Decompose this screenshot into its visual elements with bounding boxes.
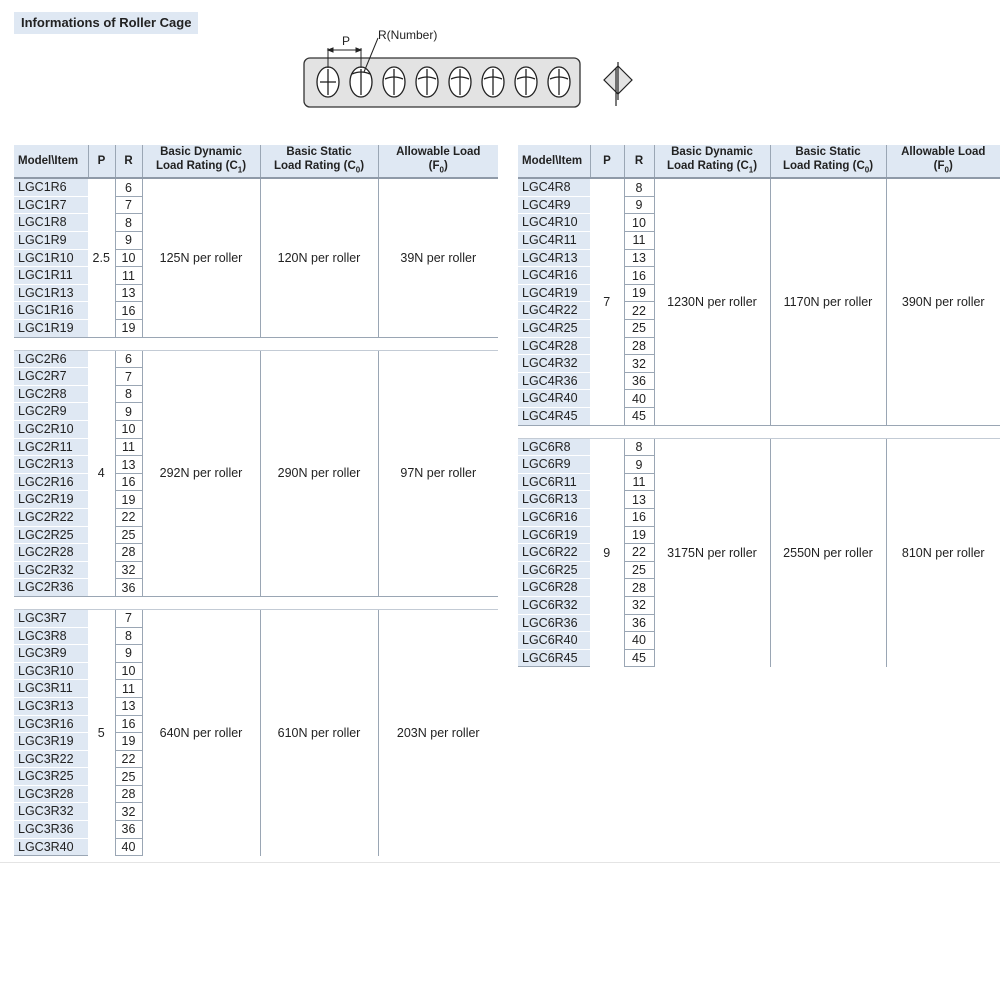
roller-count-cell: 10 <box>115 249 142 267</box>
model-cell: LGC6R9 <box>518 456 590 474</box>
model-cell: LGC1R11 <box>14 267 88 285</box>
roller-count-cell: 36 <box>624 614 654 632</box>
roller-count-cell: 11 <box>624 232 654 250</box>
model-cell: LGC3R10 <box>14 662 88 680</box>
group-separator <box>14 337 498 350</box>
model-cell: LGC4R9 <box>518 196 590 214</box>
model-cell: LGC3R11 <box>14 680 88 698</box>
model-cell: LGC6R28 <box>518 579 590 597</box>
model-cell: LGC3R36 <box>14 821 88 839</box>
roller-count-cell: 22 <box>624 302 654 320</box>
model-cell: LGC4R45 <box>518 408 590 426</box>
header-model: Model\Item <box>14 145 88 178</box>
dynamic-load-cell: 125N per roller <box>142 178 260 337</box>
cage-body <box>304 58 580 107</box>
roller-count-cell: 8 <box>624 438 654 456</box>
model-cell: LGC6R22 <box>518 544 590 562</box>
roller-count-cell: 40 <box>624 632 654 650</box>
model-cell: LGC4R28 <box>518 337 590 355</box>
allowable-load-cell: 39N per roller <box>400 250 477 265</box>
header-dynamic: Basic Dynamic Load Rating $(C_1)$ <box>142 145 260 178</box>
model-cell: LGC3R22 <box>14 750 88 768</box>
roller-count-cell: 16 <box>624 267 654 285</box>
roller-count-cell: 28 <box>624 337 654 355</box>
roller <box>548 67 570 97</box>
header-row <box>518 145 1000 178</box>
roller-count-cell: 28 <box>115 544 142 562</box>
model-cell: LGC4R10 <box>518 214 590 232</box>
header-static: Basic Static Load Rating $(C_0)$ <box>770 145 886 178</box>
model-cell: LGC6R11 <box>518 473 590 491</box>
roller-count-cell: 13 <box>115 456 142 474</box>
side-view <box>604 62 632 106</box>
model-cell: LGC1R10 <box>14 249 88 267</box>
model-cell: LGC1R6 <box>14 178 88 196</box>
roller-count-cell: 16 <box>115 302 142 320</box>
allowable-load-cell: 810N per roller <box>901 545 985 560</box>
model-cell: LGC2R6 <box>14 350 88 368</box>
spec-table-left <box>14 145 498 856</box>
model-cell: LGC4R13 <box>518 249 590 267</box>
model-cell: LGC2R10 <box>14 421 88 439</box>
dynamic-load-cell: 3175N per roller <box>654 438 770 667</box>
group-separator <box>518 425 1000 438</box>
roller-count-cell: 36 <box>115 821 142 839</box>
roller-count-cell: 40 <box>115 838 142 856</box>
model-cell: LGC3R9 <box>14 645 88 663</box>
model-cell: LGC1R8 <box>14 214 88 232</box>
model-cell: LGC3R7 <box>14 609 88 627</box>
pitch-cell: 2.5 <box>88 178 115 337</box>
roller-count-cell: 13 <box>624 491 654 509</box>
roller-count-cell: 32 <box>115 561 142 579</box>
model-cell: LGC4R40 <box>518 390 590 408</box>
roller-count-cell: 6 <box>115 178 142 196</box>
model-cell: LGC3R8 <box>14 627 88 645</box>
roller <box>317 67 339 97</box>
pitch-cell: 9 <box>590 438 624 667</box>
model-cell: LGC2R25 <box>14 526 88 544</box>
roller-count-cell: 16 <box>624 508 654 526</box>
roller-count-cell: 8 <box>115 385 142 403</box>
roller-count-cell: 28 <box>624 579 654 597</box>
roller-count-cell: 9 <box>115 403 142 421</box>
model-cell: LGC2R22 <box>14 508 88 526</box>
allowable-load-cell: 97N per roller <box>400 466 477 481</box>
roller-count-cell: 11 <box>624 473 654 491</box>
roller <box>482 67 504 97</box>
model-cell: LGC1R13 <box>14 284 88 302</box>
roller-count-cell: 22 <box>115 750 142 768</box>
roller-count-cell: 32 <box>624 596 654 614</box>
roller <box>515 67 537 97</box>
model-cell: LGC2R19 <box>14 491 88 509</box>
spec-table-right <box>518 145 1000 667</box>
roller-count-cell: 16 <box>115 473 142 491</box>
table-row <box>518 178 1000 196</box>
roller-count-cell: 25 <box>115 526 142 544</box>
roller-number-label: R(Number) <box>378 28 438 42</box>
roller-count-cell: 9 <box>115 645 142 663</box>
roller-count-cell: 25 <box>624 320 654 338</box>
model-cell: LGC1R7 <box>14 196 88 214</box>
roller-count-cell: 16 <box>115 715 142 733</box>
model-cell: LGC2R7 <box>14 368 88 386</box>
model-cell: LGC3R16 <box>14 715 88 733</box>
model-cell: LGC4R8 <box>518 178 590 196</box>
roller-count-cell: 8 <box>115 214 142 232</box>
header-dynamic: Basic Dynamic Load Rating $(C_1)$ <box>654 145 770 178</box>
static-load-cell: 1170N per roller <box>770 178 886 425</box>
static-load-cell: 120N per roller <box>260 178 378 337</box>
model-cell: LGC6R8 <box>518 438 590 456</box>
roller-count-cell: 28 <box>115 785 142 803</box>
roller-count-cell: 25 <box>624 561 654 579</box>
static-load-cell: 2550N per roller <box>770 438 886 667</box>
roller-count-cell: 11 <box>115 267 142 285</box>
model-cell: LGC3R28 <box>14 785 88 803</box>
roller-count-cell: 32 <box>624 355 654 373</box>
model-cell: LGC4R22 <box>518 302 590 320</box>
roller-count-cell: 19 <box>624 526 654 544</box>
static-load-cell: 610N per roller <box>260 609 378 855</box>
model-cell: LGC3R32 <box>14 803 88 821</box>
roller-count-cell: 10 <box>624 214 654 232</box>
table-row <box>14 178 498 196</box>
roller-count-cell: 25 <box>115 768 142 786</box>
table-row <box>14 350 498 368</box>
dynamic-load-cell: 640N per roller <box>142 609 260 855</box>
dynamic-load-cell: 292N per roller <box>142 350 260 596</box>
model-cell: LGC2R32 <box>14 561 88 579</box>
roller-cage-diagram <box>290 24 650 120</box>
model-cell: LGC2R8 <box>14 385 88 403</box>
model-cell: LGC6R32 <box>518 596 590 614</box>
header-static: Basic Static Load Rating $(C_0)$ <box>260 145 378 178</box>
roller-count-cell: 22 <box>115 508 142 526</box>
model-cell: LGC2R13 <box>14 456 88 474</box>
model-cell: LGC6R13 <box>518 491 590 509</box>
header-r: R <box>115 145 142 178</box>
model-cell: LGC2R36 <box>14 579 88 597</box>
model-cell: LGC1R19 <box>14 320 88 338</box>
roller <box>350 67 372 97</box>
model-cell: LGC2R28 <box>14 544 88 562</box>
pitch-cell: 4 <box>88 350 115 596</box>
header-allowable: Allowable Load $(F_0)$ <box>886 145 1000 178</box>
roller-count-cell: 7 <box>115 368 142 386</box>
header-p: P <box>88 145 115 178</box>
model-cell: LGC4R25 <box>518 320 590 338</box>
roller <box>383 67 405 97</box>
roller-count-cell: 22 <box>624 544 654 562</box>
roller-count-cell: 9 <box>624 456 654 474</box>
roller-count-cell: 45 <box>624 649 654 667</box>
pitch-cell: 5 <box>88 609 115 855</box>
roller-count-cell: 13 <box>624 249 654 267</box>
model-cell: LGC2R11 <box>14 438 88 456</box>
roller-count-cell: 32 <box>115 803 142 821</box>
model-cell: LGC6R16 <box>518 508 590 526</box>
model-cell: LGC4R11 <box>518 232 590 250</box>
static-load-cell: 290N per roller <box>260 350 378 596</box>
model-cell: LGC1R16 <box>14 302 88 320</box>
roller-count-cell: 11 <box>115 680 142 698</box>
roller-count-cell: 13 <box>115 697 142 715</box>
roller-count-cell: 8 <box>624 178 654 196</box>
roller-count-cell: 11 <box>115 438 142 456</box>
header-model: Model\Item <box>518 145 590 178</box>
model-cell: LGC6R19 <box>518 526 590 544</box>
model-cell: LGC1R9 <box>14 232 88 250</box>
dynamic-load-cell: 1230N per roller <box>654 178 770 425</box>
header-row <box>14 145 498 178</box>
roller <box>416 67 438 97</box>
roller-count-cell: 9 <box>115 232 142 250</box>
roller-count-cell: 36 <box>624 372 654 390</box>
model-cell: LGC3R13 <box>14 697 88 715</box>
roller-count-cell: 36 <box>115 579 142 597</box>
group-separator <box>14 596 498 609</box>
roller-count-cell: 8 <box>115 627 142 645</box>
table-row <box>14 609 498 627</box>
model-cell: LGC6R36 <box>518 614 590 632</box>
footer-divider <box>0 862 1000 863</box>
model-cell: LGC3R40 <box>14 838 88 856</box>
roller-count-cell: 6 <box>115 350 142 368</box>
model-cell: LGC3R19 <box>14 733 88 751</box>
allowable-load-cell: 203N per roller <box>396 725 480 740</box>
roller <box>449 67 471 97</box>
roller-count-cell: 19 <box>115 491 142 509</box>
header-r: R <box>624 145 654 178</box>
pitch-label: P <box>341 34 351 48</box>
roller-count-cell: 7 <box>115 609 142 627</box>
table-row <box>518 438 1000 456</box>
roller-count-cell: 40 <box>624 390 654 408</box>
roller-count-cell: 10 <box>115 662 142 680</box>
roller-count-cell: 7 <box>115 196 142 214</box>
roller-count-cell: 10 <box>115 421 142 439</box>
roller-count-cell: 19 <box>115 320 142 338</box>
allowable-load-cell: 390N per roller <box>901 294 985 309</box>
model-cell: LGC4R19 <box>518 284 590 302</box>
model-cell: LGC6R45 <box>518 649 590 667</box>
header-allowable: Allowable Load $(F_0)$ <box>378 145 498 178</box>
model-cell: LGC3R25 <box>14 768 88 786</box>
model-cell: LGC2R9 <box>14 403 88 421</box>
model-cell: LGC4R16 <box>518 267 590 285</box>
model-cell: LGC6R25 <box>518 561 590 579</box>
model-cell: LGC6R40 <box>518 632 590 650</box>
model-cell: LGC4R32 <box>518 355 590 373</box>
section-title: Informations of Roller Cage <box>14 12 198 34</box>
roller-count-cell: 45 <box>624 408 654 426</box>
roller-count-cell: 19 <box>624 284 654 302</box>
roller-count-cell: 9 <box>624 196 654 214</box>
model-cell: LGC2R16 <box>14 473 88 491</box>
model-cell: LGC4R36 <box>518 372 590 390</box>
header-p: P <box>590 145 624 178</box>
pitch-cell: 7 <box>590 178 624 425</box>
roller-count-cell: 19 <box>115 733 142 751</box>
roller-count-cell: 13 <box>115 284 142 302</box>
